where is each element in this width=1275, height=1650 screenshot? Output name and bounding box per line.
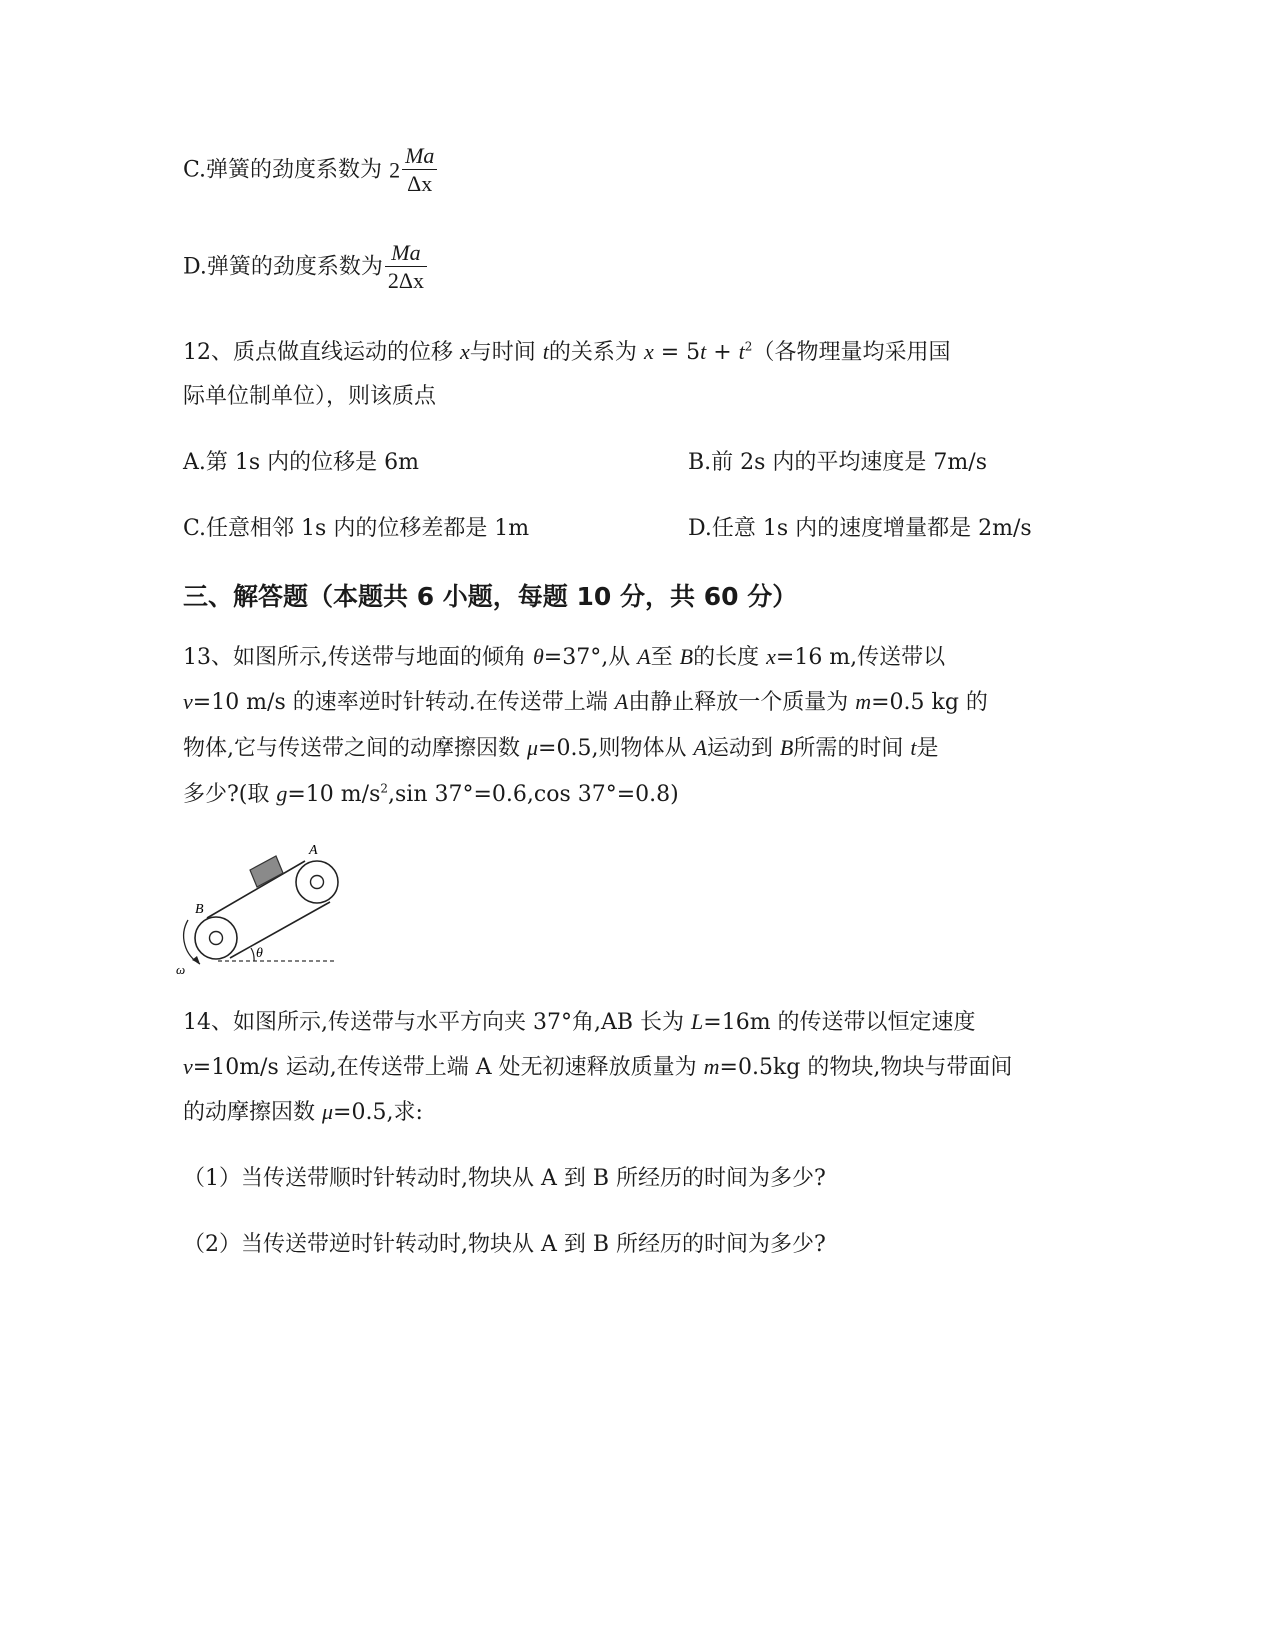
- stem-text: =0.5kg 的物块,物块与带面间: [719, 1055, 1013, 1080]
- formula-t: t: [700, 339, 707, 364]
- conveyor-belt-figure: [170, 840, 370, 980]
- q14-line-3: [183, 1097, 423, 1128]
- q12-option-d: D.任意 1s 内的速度增量都是 2m/s: [688, 516, 1032, 541]
- angle-arc: [251, 948, 254, 961]
- stem-text: 运动到: [706, 736, 780, 761]
- q14-line-1: [183, 1007, 976, 1038]
- block-on-belt: [250, 856, 283, 887]
- stem-text: =16 m,传送带以: [775, 645, 946, 670]
- stem-text: 物体,它与传送带之间的动摩擦因数: [183, 736, 527, 761]
- q14-sub-question-2: （2）当传送带逆时针转动时,物块从 A 到 B 所经历的时间为多少?: [183, 1232, 826, 1257]
- var-l: L: [691, 1009, 704, 1034]
- q11-option-c: [183, 143, 437, 198]
- stem-text: 的关系为: [548, 340, 637, 365]
- question-number: 12、: [183, 340, 233, 365]
- var-theta: θ: [532, 644, 544, 669]
- belt-bottom-line: [230, 902, 330, 958]
- var-g: g: [276, 781, 288, 806]
- q12-stem-line-1: [183, 337, 950, 368]
- stem-text: =0.5 kg 的: [871, 690, 988, 715]
- stem-text: =10m/s 运动,在传送带上端 A 处无初速释放质量为: [192, 1055, 704, 1080]
- stem-text: 14、如图所示,传送带与水平方向夹 37°角,AB 长为: [183, 1010, 692, 1035]
- stem-text: 多少?(取: [183, 782, 277, 807]
- formula-part: = 5: [653, 340, 701, 365]
- section-heading: 三、解答题（本题共 6 小题，每题 10 分，共 60 分）: [183, 582, 798, 611]
- var-x: x: [766, 644, 776, 669]
- stem-text: 的动摩擦因数: [183, 1100, 322, 1125]
- q12-stem-line-2: 际单位制单位），则该质点: [183, 384, 437, 409]
- option-label: D.: [183, 254, 207, 280]
- label-theta: θ: [256, 946, 263, 961]
- option-text: 弹簧的劲度系数为: [206, 254, 383, 280]
- stem-text: 至: [650, 645, 680, 670]
- fraction-coefficient: 2: [389, 157, 401, 183]
- stem-text: =0.5,则物体从: [538, 736, 694, 761]
- upper-pulley-axle: [311, 876, 324, 889]
- var-b: B: [679, 644, 694, 669]
- q14-sub-question-1: （1）当传送带顺时针转动时,物块从 A 到 B 所经历的时间为多少?: [183, 1166, 826, 1191]
- var-b: B: [779, 735, 794, 760]
- var-t: t: [910, 735, 917, 760]
- fraction-denominator: 2Δx: [387, 268, 425, 293]
- var-a: A: [614, 689, 629, 714]
- formula-x: x: [643, 339, 654, 364]
- q13-line-2: [183, 687, 988, 718]
- var-v: v: [183, 689, 193, 714]
- stem-text: =37°,从: [543, 645, 638, 670]
- stem-text: 的长度: [693, 645, 767, 670]
- fraction-denominator: Δx: [407, 171, 433, 196]
- fraction: [385, 240, 427, 295]
- stem-text: =10 m/s: [287, 782, 381, 807]
- stem-text: 所需的时间: [793, 736, 911, 761]
- label-a: A: [309, 843, 318, 858]
- var-a: A: [637, 644, 651, 669]
- stem-text: =16m 的传送带以恒定速度: [703, 1010, 976, 1035]
- var-x: x: [460, 339, 470, 364]
- var-mu: μ: [322, 1099, 334, 1124]
- var-v: v: [183, 1054, 193, 1079]
- q12-option-a: A.第 1s 内的位移是 6m: [183, 450, 420, 475]
- q12-option-c: C.任意相邻 1s 内的位移差都是 1m: [183, 516, 530, 541]
- stem-text: （各物理量均采用国: [752, 340, 951, 365]
- stem-text: 由静止释放一个质量为: [628, 690, 856, 715]
- q14-line-2: [183, 1052, 1012, 1083]
- q13-line-1: [183, 642, 945, 673]
- fraction-numerator: Ma: [402, 143, 437, 170]
- exponent: 2: [380, 781, 388, 796]
- q12-option-b: B.前 2s 内的平均速度是 7m/s: [688, 450, 987, 475]
- formula-exponent: 2: [744, 339, 753, 354]
- formula-t: t: [738, 339, 745, 364]
- q13-line-4: [183, 779, 679, 810]
- label-b: B: [195, 902, 204, 917]
- var-a: A: [693, 735, 707, 760]
- option-text: 弹簧的劲度系数为: [206, 157, 383, 183]
- stem-text: 13、如图所示,传送带与地面的倾角: [183, 645, 533, 670]
- stem-text: ,sin 37°=0.6,cos 37°=0.8): [388, 782, 679, 807]
- q11-option-d: [183, 240, 427, 295]
- stem-text: =0.5,求:: [333, 1100, 423, 1125]
- stem-text: 质点做直线运动的位移: [233, 340, 454, 365]
- rotation-arrow-icon: [192, 956, 200, 964]
- option-label: C.: [183, 157, 207, 183]
- formula-part: +: [706, 340, 739, 365]
- var-t: t: [542, 339, 549, 364]
- var-m: m: [703, 1054, 720, 1079]
- q13-line-3: [183, 733, 939, 764]
- stem-text: 与时间: [469, 340, 536, 365]
- lower-pulley-axle: [210, 932, 223, 945]
- fraction: [402, 143, 437, 198]
- var-mu: μ: [527, 735, 539, 760]
- var-m: m: [855, 689, 872, 714]
- label-omega: ω: [176, 962, 186, 977]
- stem-text: 是: [916, 736, 939, 761]
- stem-text: =10 m/s 的速率逆时针转动.在传送带上端: [192, 690, 615, 715]
- fraction-numerator: Ma: [385, 240, 427, 267]
